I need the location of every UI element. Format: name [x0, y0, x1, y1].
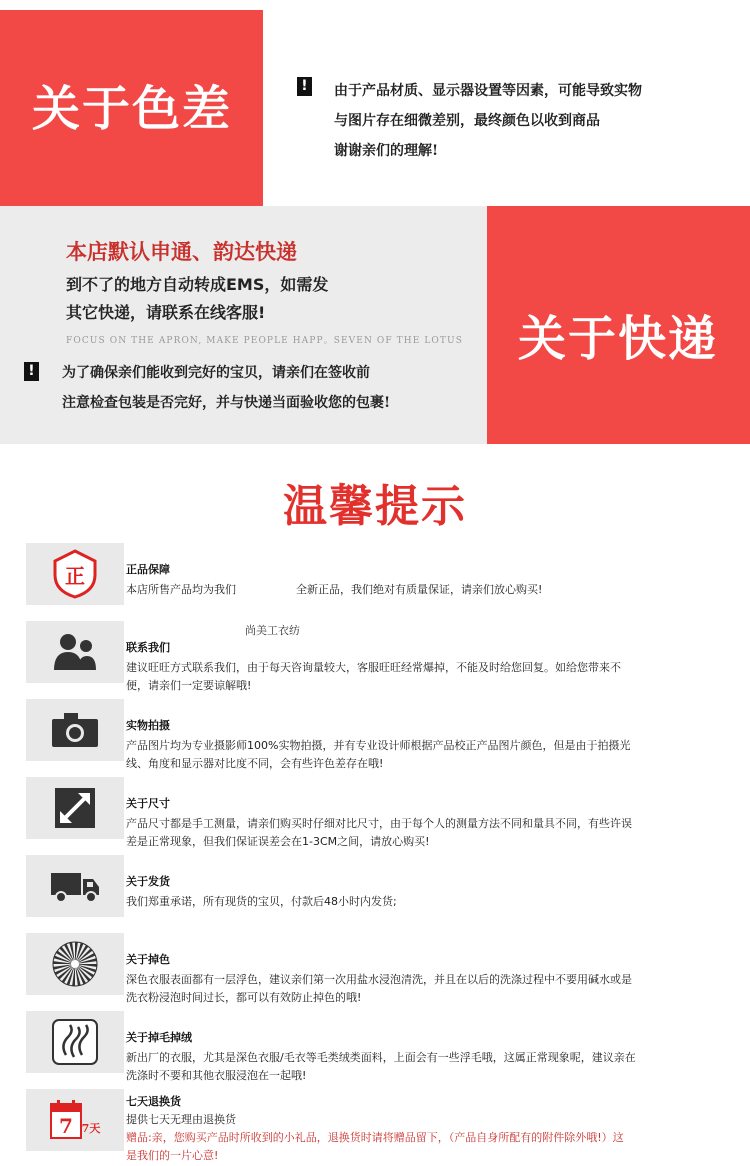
- tip-text: [126, 659, 706, 695]
- tip-gift-note: 赠品:亲，您购买产品时所收到的小礼品，退换货时请将赠品留下，（产品自身所配有的附件除外哦!）这: [126, 1131, 624, 1144]
- tip-title: 关于掉色: [126, 953, 170, 966]
- tip-text-line: 洗衣粉浸泡时间过长，都可以有效防止掉色的哦!: [126, 991, 362, 1004]
- color-difference-title: 关于色差: [32, 81, 233, 137]
- text-line: 由于产品材质、显示器设置等因素，可能导致实物: [334, 83, 642, 99]
- text-line: 到不了的地方自动转成EMS，如需发: [66, 275, 329, 294]
- tip-text: [126, 581, 706, 599]
- tip-text: [126, 1049, 706, 1085]
- seven-day-calendar-icon: [26, 1089, 124, 1151]
- tip-text: [126, 815, 706, 851]
- tip-text: [126, 893, 706, 911]
- resize-arrows-icon: [26, 777, 124, 839]
- tip-title: 关于发货: [126, 875, 170, 888]
- tip-text-line: 便，请亲们一定要谅解哦!: [126, 679, 252, 692]
- tip-title: 正品保障: [126, 563, 170, 576]
- warning-icon: !: [24, 362, 39, 381]
- camera-icon: [26, 699, 124, 761]
- shop-name-label: 尚美工衣纺: [245, 624, 300, 637]
- shipping-notes: [62, 358, 390, 418]
- tip-text-part: 本店所售产品均为我们: [126, 583, 236, 596]
- svg-text:7: 7: [59, 1114, 73, 1138]
- tip-text-line: 我们郑重承诺，所有现货的宝贝，付款后48小时内发货;: [126, 895, 397, 908]
- svg-text:7天: 7天: [81, 1122, 101, 1135]
- tip-text-line: 提供七天无理由退换货: [126, 1113, 236, 1126]
- tip-text: [126, 1111, 706, 1165]
- text-line: 注意检查包装是否完好，并与快递当面验收您的包裹!: [62, 395, 391, 411]
- text-line: 与图片存在细微差别，最终颜色以收到商品: [334, 113, 600, 129]
- tip-text-line: 产品尺寸都是手工测量，请亲们购买时仔细对比尺寸，由于每个人的测量方法不同和量具不同，有些许误: [126, 817, 632, 830]
- tip-title: 关于掉毛掉绒: [126, 1031, 192, 1044]
- color-difference-section: [0, 0, 750, 206]
- tip-text-line: 线、角度和显示器对比度不同，会有些许色差存在哦!: [126, 757, 384, 770]
- tip-gift-note: 是我们的一片心意!: [126, 1149, 219, 1162]
- tip-text-line: 洗涤时不要和其他衣服浸泡在一起哦!: [126, 1069, 307, 1082]
- tips-title: 温馨提示: [283, 481, 467, 532]
- text-line: 为了确保亲们能收到完好的宝贝，请亲们在签收前: [62, 365, 370, 381]
- contact-people-icon: [26, 621, 124, 683]
- color-difference-text: [334, 76, 642, 166]
- warning-icon: !: [297, 77, 312, 96]
- shipping-heading: 本店默认申通、韵达快递: [66, 240, 297, 264]
- tip-text-line: 新出厂的衣服，尤其是深色衣服/毛衣等毛类绒类面料，上面会有一些浮毛哦，这属正常现象呢，建议亲在: [126, 1051, 636, 1064]
- delivery-truck-icon: [26, 855, 124, 917]
- tip-title: 关于尺寸: [126, 797, 170, 810]
- svg-text:正: 正: [65, 564, 85, 588]
- shipping-section: [0, 206, 750, 444]
- text-line: 其它快递，请联系在线客服!: [66, 303, 266, 322]
- text-line: 谢谢亲们的理解!: [334, 143, 439, 159]
- english-slogan: FOCUS ON THE APRON, MAKE PEOPLE HAPP。SEVEN OF THE LOTUS: [66, 336, 463, 346]
- tip-title: 联系我们: [126, 641, 170, 654]
- shipping-subtext: [66, 271, 328, 327]
- tip-text-line: 建议旺旺方式联系我们，由于每天咨询量较大，客服旺旺经常爆掉，不能及时给您回复。如给您带来不: [126, 661, 621, 674]
- tip-title: 实物拍摄: [126, 719, 170, 732]
- tip-text-line: 差是正常现象，但我们保证误差会在1-3CM之间，请放心购买!: [126, 835, 430, 848]
- tip-text: [126, 971, 706, 1007]
- fading-burst-icon: [26, 933, 124, 995]
- shipping-title: 关于快递: [518, 311, 719, 367]
- tip-text-line: 产品图片均为专业摄影师100%实物拍摄，并有专业设计师根据产品校正产品图片颜色，但是由于拍摄光: [126, 739, 631, 752]
- lint-fibers-icon: [26, 1011, 124, 1073]
- tip-text: [126, 737, 706, 773]
- tip-text-part: 全新正品，我们绝对有质量保证，请亲们放心购买!: [296, 583, 543, 596]
- tip-text-line: 深色衣服表面都有一层浮色，建议亲们第一次用盐水浸泡清洗，并且在以后的洗涤过程中不要用碱水或是: [126, 973, 632, 986]
- genuine-shield-icon: [26, 543, 124, 605]
- tip-title: 七天退换货: [126, 1095, 181, 1108]
